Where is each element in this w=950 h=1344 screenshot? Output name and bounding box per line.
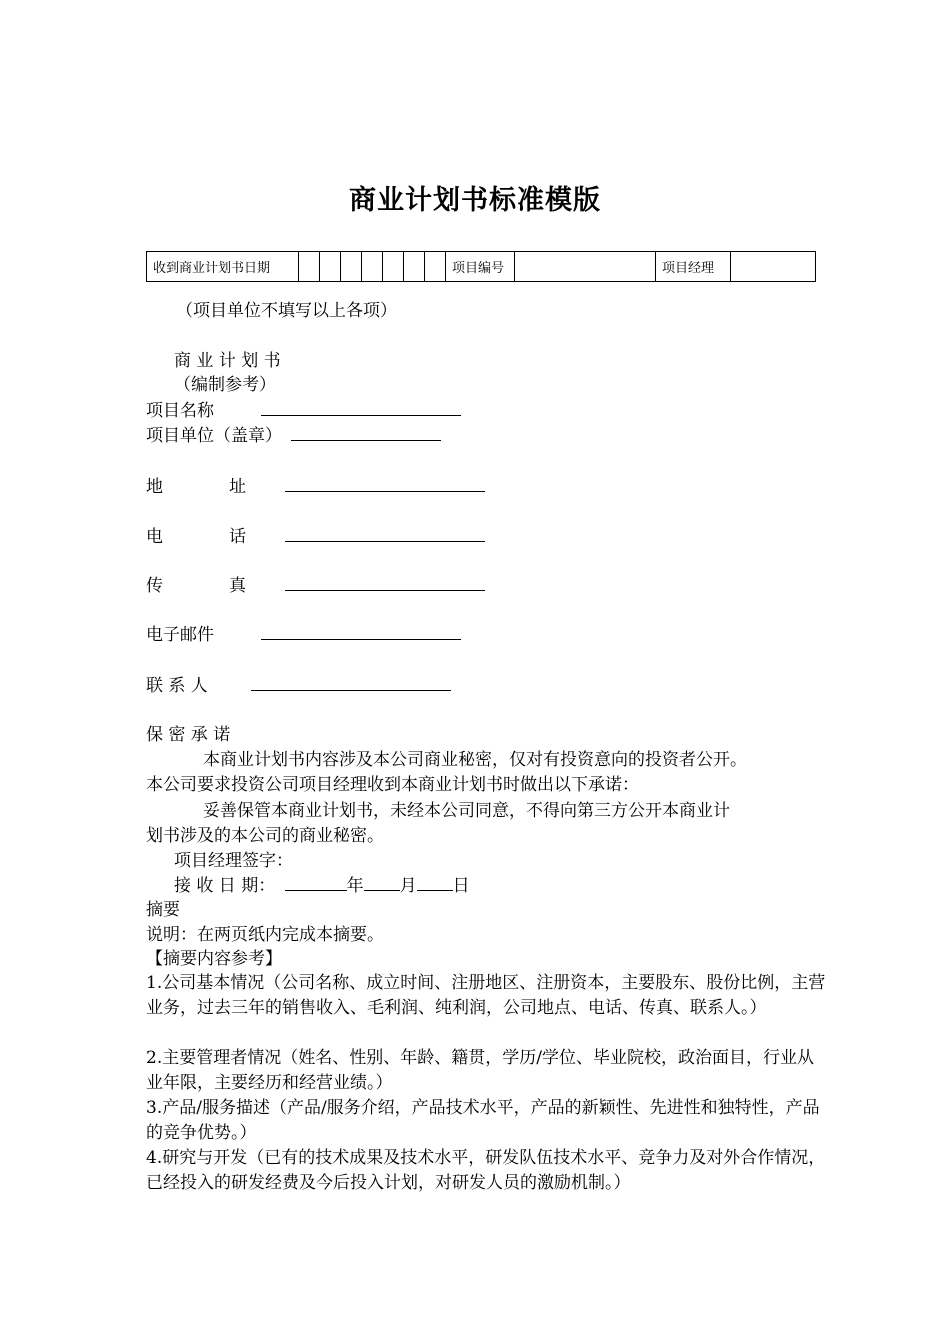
date-box[interactable] — [320, 252, 341, 282]
email-blank[interactable] — [261, 622, 461, 640]
address-row — [146, 474, 485, 499]
confidential-line: 妥善保管本商业计划书，未经本公司同意，不得向第三方公开本商业计 — [203, 801, 730, 821]
project-unit-blank[interactable] — [291, 423, 441, 441]
date-box[interactable] — [341, 252, 362, 282]
confidential-line: 本公司要求投资公司项目经理收到本商业计划书时做出以下承诺： — [146, 775, 639, 795]
summary-item: 1.公司基本情况（公司名称、成立时间、注册地区、注册资本，主要股东、股份比例，主营业务，过去三年的销售收入、毛利润、纯利润，公司地点、电话、传真、联系人。） — [146, 973, 826, 1018]
year-blank[interactable] — [285, 873, 347, 891]
confidential-heading: 保 密 承 诺 — [146, 725, 231, 745]
day-blank[interactable] — [417, 873, 453, 891]
phone-label-1: 电 — [146, 527, 163, 547]
month-label: 月 — [399, 876, 417, 896]
project-name-label: 项目名称 — [146, 401, 214, 421]
receipt-table — [146, 251, 816, 282]
project-no-label: 项目编号 — [446, 252, 515, 282]
date-box[interactable] — [299, 252, 320, 282]
project-manager-field[interactable] — [731, 252, 816, 282]
summary-item: 4.研究与开发（已有的技术成果及技术水平，研发队伍技术水平、竞争力及对外合作情况，已经投入的研发经费及今后投入计划，对研发人员的激励机制。） — [146, 1148, 826, 1193]
summary-ref-heading: 【摘要内容参考】 — [146, 949, 282, 969]
address-label-1: 地 — [146, 477, 163, 497]
contact-row — [146, 673, 451, 698]
fax-blank[interactable] — [285, 573, 485, 591]
project-unit-label: 项目单位（盖章） — [146, 426, 282, 446]
month-blank[interactable] — [364, 873, 400, 891]
page-title: 商业计划书标准模版 — [349, 185, 601, 216]
project-no-field[interactable] — [515, 252, 656, 282]
address-label-2: 址 — [229, 477, 246, 497]
day-label: 日 — [452, 876, 470, 896]
phone-label-2: 话 — [229, 527, 246, 547]
confidential-line: 本商业计划书内容涉及本公司商业秘密，仅对有投资意向的投资者公开。 — [203, 750, 747, 770]
contact-label: 联 系 人 — [146, 676, 208, 696]
subtitle: 商 业 计 划 书 — [174, 351, 281, 371]
project-unit-row — [146, 423, 441, 448]
summary-item: 3.产品/服务描述（产品/服务介绍，产品技术水平，产品的新颖性、先进性和独特性，产品的竞争优势。） — [146, 1098, 820, 1143]
received-date-label: 收到商业计划书日期 — [147, 252, 299, 282]
date-box[interactable] — [362, 252, 383, 282]
summary-explain: 说明：在两页纸内完成本摘要。 — [146, 925, 384, 945]
summary-heading: 摘要 — [146, 900, 180, 920]
contact-blank[interactable] — [251, 673, 451, 691]
address-blank[interactable] — [285, 474, 485, 492]
receive-date-label: 接 收 日 期： — [174, 876, 276, 896]
signature-label: 项目经理签字： — [174, 851, 293, 871]
phone-row — [146, 524, 485, 549]
confidential-line: 划书涉及的本公司的商业秘密。 — [146, 826, 384, 846]
receive-date-row — [174, 873, 470, 898]
phone-blank[interactable] — [285, 524, 485, 542]
date-box[interactable] — [383, 252, 404, 282]
email-label: 电子邮件 — [146, 625, 214, 645]
fill-note: （项目单位不填写以上各项） — [176, 301, 397, 321]
year-label: 年 — [346, 876, 364, 896]
project-manager-label: 项目经理 — [656, 252, 731, 282]
fax-label-1: 传 — [146, 576, 163, 596]
project-name-blank[interactable] — [261, 398, 461, 416]
subtitle-note: （编制参考） — [174, 375, 276, 395]
email-row — [146, 622, 461, 647]
project-name-row — [146, 398, 461, 423]
fax-label-2: 真 — [229, 576, 246, 596]
date-box[interactable] — [425, 252, 446, 282]
date-box[interactable] — [404, 252, 425, 282]
summary-item: 2.主要管理者情况（姓名、性别、年龄、籍贯，学历/学位、毕业院校，政治面目，行业从业年限，主要经历和经营业绩。） — [146, 1048, 814, 1093]
fax-row — [146, 573, 485, 598]
